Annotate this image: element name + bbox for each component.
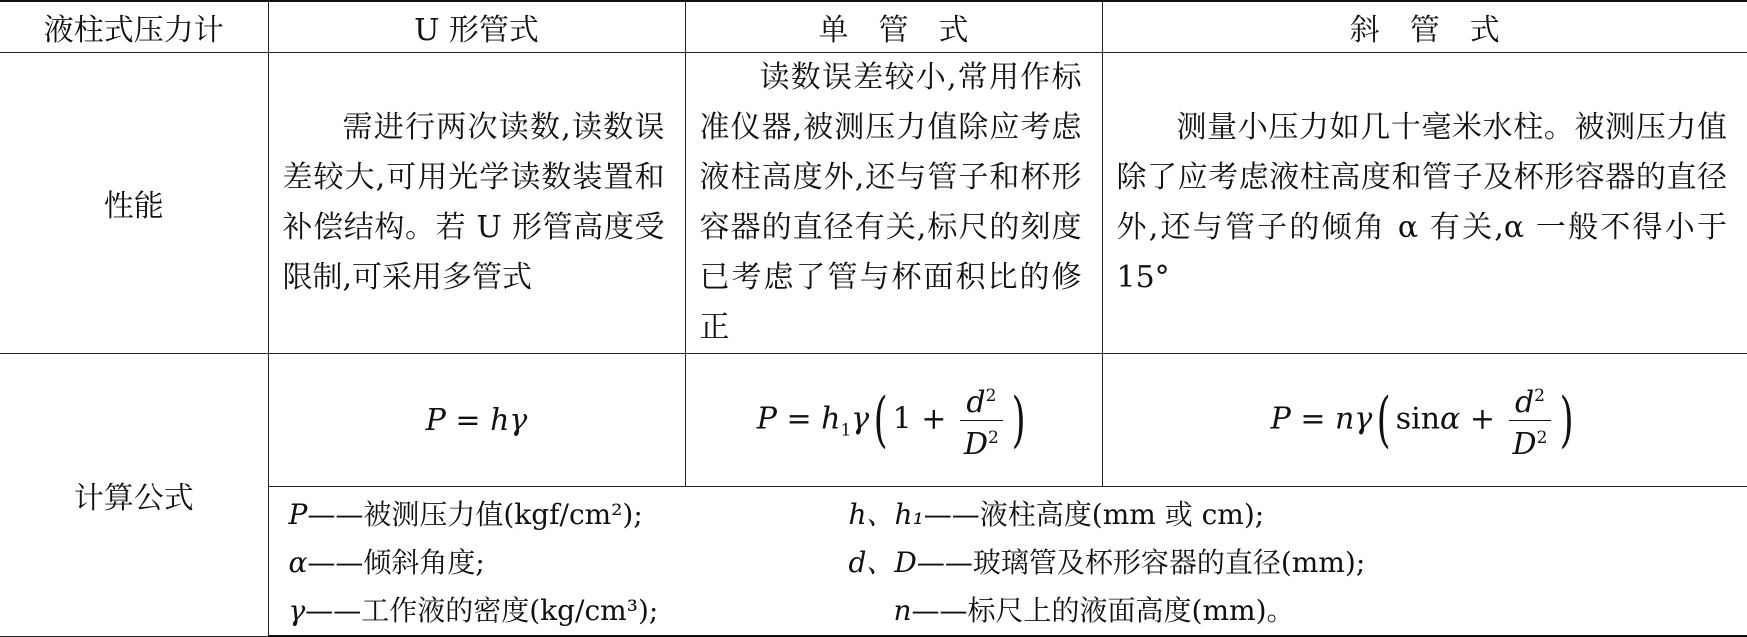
header-inclined-tube: 斜 管 式 [1102, 1, 1747, 53]
legend-line [289, 587, 1747, 635]
formula-u-tube: P = hγ [268, 354, 685, 487]
header-type: 液柱式压力计 [0, 1, 268, 53]
legend-symbol: α [289, 546, 308, 579]
legend-item [894, 587, 1295, 635]
legend-line [289, 491, 1747, 539]
performance-single-tube-text: 读数误差较小,常用作标准仪器,被测压力值除应考虑液柱高度外,还与管子和杯形容器的直径有关,标尺的刻度已考虑了管与杯面积比的修正 [700, 53, 1082, 353]
performance-inclined-tube-text: 测量小压力如几十毫米水柱。被测压力值除了应考虑液柱高度和管子及杯形容器的直径外,还与管子的倾角 α 有关,α 一般不得小于 15° [1117, 103, 1728, 303]
header-u-tube: U 形管式 [268, 1, 685, 53]
symbol-legend [268, 487, 1747, 637]
performance-label: 性能 [0, 53, 268, 354]
legend-symbol: d、D [849, 546, 917, 579]
legend-item [289, 491, 643, 539]
performance-row [0, 53, 1747, 354]
legend-symbol: P [289, 498, 308, 531]
legend-symbol: γ [289, 594, 306, 627]
legend-line [289, 539, 1747, 587]
legend-item [849, 539, 1366, 587]
legend-text: ——被测压力值(kgf/cm²); [307, 498, 642, 531]
formula-inclined-tube: P = nγ( sinα + $\frac{d^2}{D^2}$ ) [1102, 354, 1747, 487]
legend-text: ——玻璃管及杯形容器的直径(mm); [917, 546, 1365, 579]
legend-item [289, 539, 485, 587]
performance-single-tube [685, 53, 1102, 354]
performance-inclined-tube [1102, 53, 1747, 354]
legend-text: ——标尺上的液面高度(mm)。 [912, 594, 1295, 627]
legend-text: ——液柱高度(mm 或 cm); [924, 498, 1264, 531]
formula-row [0, 354, 1747, 487]
formula-label: 计算公式 [0, 354, 268, 637]
legend-item [289, 587, 659, 635]
legend-item [849, 491, 1265, 539]
header-single-tube: 单 管 式 [685, 1, 1102, 53]
formula-single-tube: $P = h_1\gamma$( 1 + $\frac{d^2}{D^2}$ ) [685, 354, 1102, 487]
legend-text: ——工作液的密度(kg/cm³); [305, 594, 658, 627]
header-row [0, 1, 1747, 53]
performance-u-tube [268, 53, 685, 354]
legend-text: ——倾斜角度; [307, 546, 484, 579]
performance-u-tube-text: 需进行两次读数,读数误差较大,可用光学读数装置和补偿结构。若 U 形管高度受限制,可采用多管式 [283, 103, 665, 303]
legend-symbol: n [894, 594, 912, 627]
legend-symbol: h、h₁ [849, 498, 924, 531]
